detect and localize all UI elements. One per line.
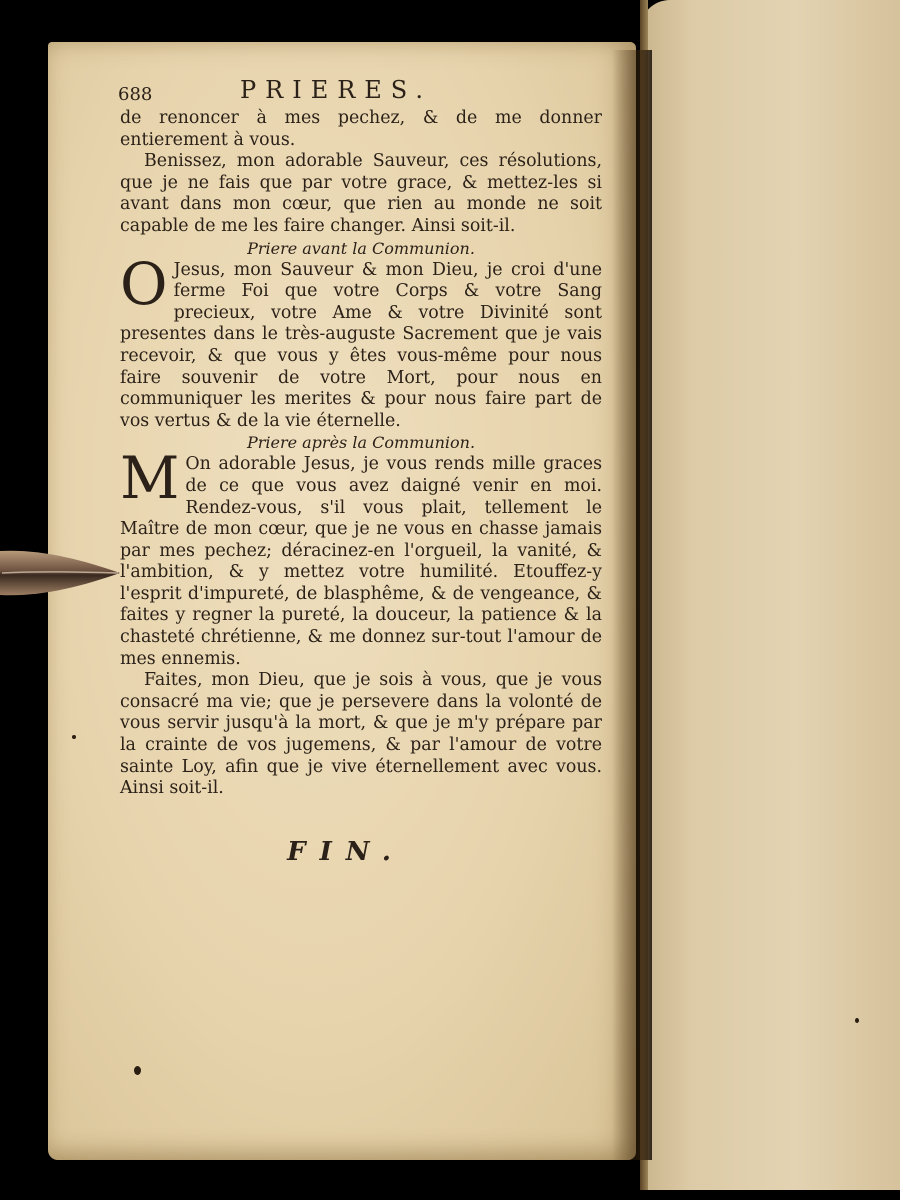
prayer-after-body [120,444,602,670]
running-head [120,78,602,106]
prayer-after-title: Priere après la Communion. [246,433,476,453]
right-page [640,0,900,1190]
prayer-after-closing: Faites, mon Dieu, que je sois à vous, que je vous consacré ma vie; que je persevere dans la volonté de vous servir jusqu'à la mort, & que je m'y prépare par la crainte de vos jugemens, & par l'amour de votre sainte Loy, afin que je vive éternellement avec vous. Ainsi soit-il. [120,670,602,799]
prayer-before-text: Jesus, mon Sauveur & mon Dieu, je croi d'une ferme Foi que votre Corps & votre Sang precieux, votre Ame & votre Divinité sont presentes dans le très-auguste Sacrement que je vais recevoir, & que vous y êtes vous-même pour nous faire souvenir de votre Mort, pour nous en communiquer les merites & pour nous faire part de vos vertus & de la vie éternelle. [120,259,602,431]
prayer-after-text: On adorable Jesus, je vous rends mille graces de ce que vous avez daigné venir en moi. Rendez-vous, s'il vous plait, tellement le Maître de mon cœur, que je ne vous en chasse jamais par mes pechez; déracinez-en l'orgueil, la vanité, & l'ambition, & y mettez votre humilité. Etouffez-y l'esprit d'impureté, de blasphême, & de vengeance, & faites y regner la pureté, la douceur, la patience & la chasteté chrétienne, & me donnez sur-tout l'amour de mes ennemis. [120,454,602,669]
paragraph-continuation: de renoncer à mes pechez, & de me donner entierement à vous. [120,108,602,150]
drop-cap-m: M [120,444,180,513]
running-head-title: PRIERES. [240,76,433,104]
ink-speck [134,1066,141,1075]
drop-cap-o: O [120,249,168,318]
page-text [118,76,602,867]
quill-bookmark-icon [0,545,122,601]
prayer-before-title: Priere avant la Communion. [247,238,475,258]
fin-mark: FIN. [287,836,405,867]
gutter-shadow [612,50,652,1160]
ink-speck [855,1018,859,1023]
page-number: 688 [118,84,153,105]
ink-speck [72,735,76,739]
prayer-before-body [120,249,602,433]
paragraph-benediction: Benissez, mon adorable Sauveur, ces résolutions, que je ne fais que par votre grace, & mettez-les si avant dans mon cœur, que rien au monde ne soit capable de me les faire changer. Ainsi soit-il. [120,151,602,236]
